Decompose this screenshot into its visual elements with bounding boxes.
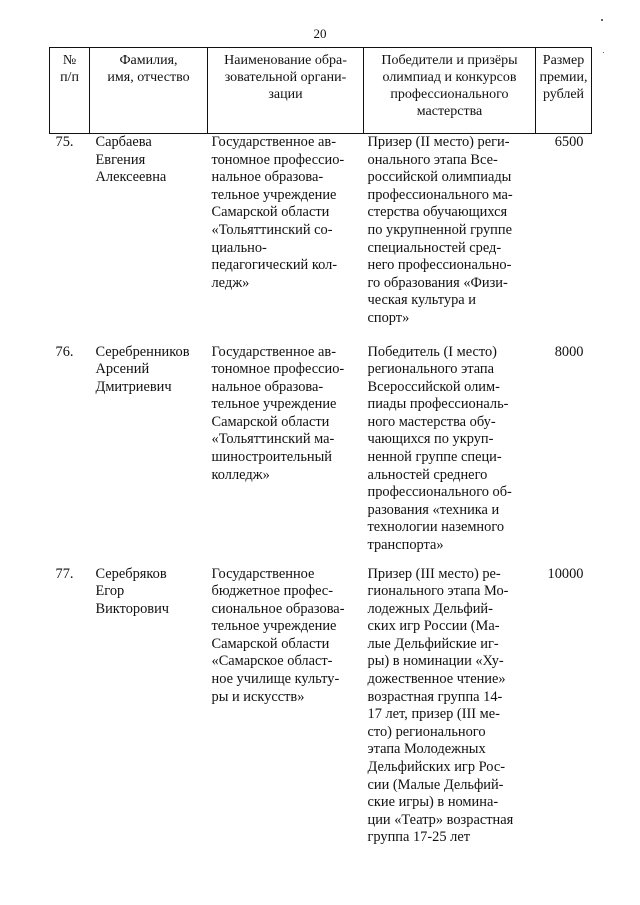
row-number: 77. [55,565,74,582]
person-name: Серебряков Егор Викторович [95,565,170,617]
header-prize-amount: Размер премии, рублей [536,48,592,134]
row-number: 75. [55,134,74,150]
table-row [50,566,592,848]
person-name: Серебренников Арсений Дмитриевич [95,343,190,395]
person-name: Сарбаева Евгения Алексеевна [95,134,167,186]
header-organization: Наименование обра- зовательной органи- зации [208,48,364,134]
header-full-name: Фамилия, имя, отчество [90,48,208,134]
awards-table [49,47,592,847]
table-row [50,134,592,344]
scan-speck [601,19,603,21]
header-winners: Победители и призёры олимпиад и конкурсов профессионального мастерства [364,48,536,134]
table-header-row [50,48,592,134]
organization-name: Государственное ав- тономное профессио- нальное образова- тельное учреждение Самарской области «Тольяттинский со- циально- педагогический кол- ледж» [211,134,345,291]
prize-amount: 6500 [554,134,584,150]
header-number: № п/п [50,48,90,134]
prize-amount: 10000 [547,565,584,582]
achievement-description: Победитель (I место) регионального этапа Всероссийской олим- пиады профессиональ- ного мастерства обу- чающихся по укруп- ненной группе специ- альностей среднего профессионального об- разования «техника и технологии наземного транспорта» [367,343,512,554]
organization-name: Государственное ав- тономное профессио- нальное образова- тельное учреждение Самарской области «Тольяттинский ма- шиностроительный колледж» [211,343,345,483]
achievement-description: Призер (II место) реги- онального этапа Все- российской олимпиады профессионального ма- стерства обучающихся по укрупненной группе специальностей сред- него профессионально- го образования «Физи- ческая культура и спорт» [367,134,513,326]
scan-speck [603,52,604,53]
achievement-description: Призер (III место) ре- гионального этапа Мо- лодежных Дельфий- ских игр России (Ма- лые Дельфийские иг- ры) в номинации «Ху- дожественное чтение» возрастная группа 14- 17 лет, призер (III ме- сто) регионального этапа Молодежных Дельфийских игр Рос- сии (Малые Дельфий- ские игры) в номина- ции «Театр» возрастная группа 17-25 лет [367,565,514,846]
prize-amount: 8000 [554,343,584,360]
organization-name: Государственное бюджетное профес- сиональное образова- тельное учреждение Самарской области «Самарское област- ное училище культу- ры и искусств» [211,565,345,705]
row-number: 76. [55,343,74,360]
table-row [50,344,592,566]
page-number: 20 [313,26,327,41]
